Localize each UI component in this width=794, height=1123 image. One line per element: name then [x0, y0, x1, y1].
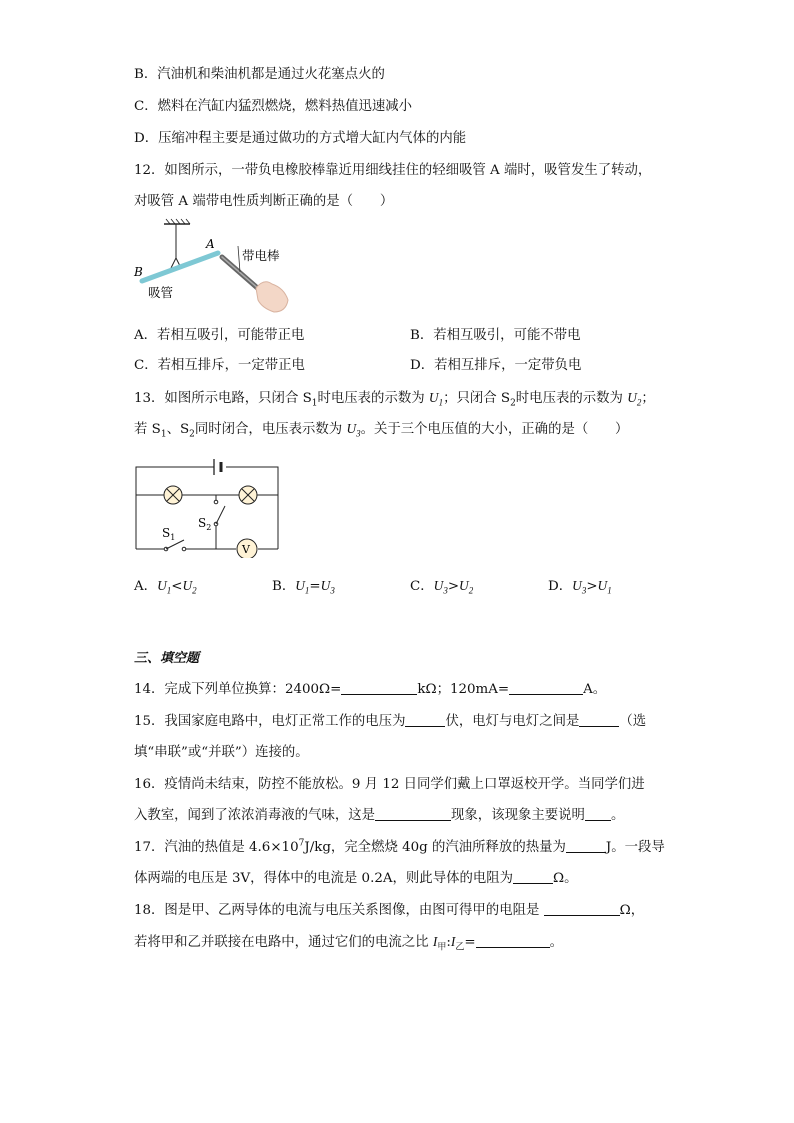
q12-figure-straw-and-rod: [130, 218, 295, 316]
q15-stem-line1: 15．我国家庭电路中，电灯正常工作的电压为 伏，电灯与电灯之间是 （选: [134, 714, 647, 729]
answer-blank[interactable]: [405, 713, 445, 727]
lamp-icon: [239, 486, 257, 504]
answer-blank[interactable]: [476, 934, 550, 948]
q12-option-b: B．若相互吸引，可能不带电: [410, 328, 581, 343]
q16-stem-line1: 16．疫情尚未结束，防控不能放松。9 月 12 日同学们戴上口罩返校开学。当同学们进: [134, 777, 645, 792]
voltmeter-icon: [237, 539, 257, 558]
ceiling-support-icon: [164, 219, 190, 224]
q12-option-d: D．若相互排斥，一定带负电: [410, 358, 582, 373]
q11-option-b: B．汽油机和柴油机都是通过火花塞点火的: [134, 67, 385, 82]
answer-blank[interactable]: [566, 839, 606, 853]
q13-circuit-diagram: [130, 452, 285, 558]
q13-option-d: D．$U_3>U_1$: [548, 578, 612, 596]
q13-stem-line1: 13．如图所示电路，只闭合 $S_1$时电压表的示数为 $U_1$；只闭合 $S_2$时电压表的示数为 $U_2$；: [134, 390, 655, 409]
answer-blank[interactable]: [585, 807, 611, 821]
q13-option-a: A．$U_1<U_2$: [134, 578, 197, 596]
q11-option-c: C．燃料在汽缸内猛烈燃烧，燃料热值迅速减小: [134, 99, 413, 114]
answer-blank[interactable]: [513, 870, 553, 884]
s2-label: $S_2$: [198, 516, 212, 532]
label-b: B: [134, 265, 143, 279]
q12-option-c: C．若相互排斥，一定带正电: [134, 358, 305, 373]
q12-stem-line1: 12．如图所示，一带负电橡胶棒靠近用细线挂住的轻细吸管 A 端时，吸管发生了转动，: [134, 163, 652, 178]
q11-option-d: D．压缩冲程主要是通过做功的方式增大缸内气体的内能: [134, 131, 467, 146]
answer-blank[interactable]: [579, 713, 619, 727]
straw-icon: [142, 253, 218, 281]
straw-label: 吸管: [148, 285, 174, 300]
rod-label: 带电棒: [242, 248, 280, 263]
q16-stem-line2: 入教室，闻到了浓浓消毒液的气味，这是 现象，该现象主要说明 。: [134, 808, 625, 823]
lamp-icon: [164, 486, 182, 504]
switch-s2-icon: [213, 500, 225, 526]
q17-stem-line2: 体两端的电压是 3V，得体中的电流是 0.2A，则此导体的电阻为 Ω。: [134, 871, 578, 886]
q18-stem-line1: 18．图是甲、乙两导体的电流与电压关系图像，由图可得甲的电阻是 Ω，: [134, 903, 645, 918]
q12-stem-line2: 对吸管 A 端带电性质判断正确的是（ ）: [134, 194, 394, 209]
answer-blank[interactable]: [375, 807, 451, 821]
section-heading-fill-in: 三、填空题: [134, 651, 200, 666]
q12-option-a: A．若相互吸引，可能带正电: [134, 328, 305, 343]
q15-stem-line2: 填“串联”或“并联”）连接的。: [134, 745, 309, 760]
q18-stem-line2: 若将甲和乙并联接在电路中，通过它们的电流之比 $I_甲:I_乙=$ 。: [134, 934, 563, 953]
q17-stem-line1: 17．汽油的热值是 $4.6\times 10^7J/kg$，完全燃烧 40g 的汽油所释放的热量为 J。一段导: [134, 838, 665, 855]
svg-text:V: V: [242, 543, 250, 556]
hand-icon: [256, 282, 288, 312]
q13-option-c: C．$U_3>U_2$: [410, 578, 474, 596]
s1-label: $S_1$: [162, 526, 176, 542]
answer-blank[interactable]: [544, 902, 620, 916]
q13-stem-line2: 若 $S_1$、$S_2$同时闭合，电压表示数为 $U_3$。关于三个电压值的大小，正确的是（ ）: [134, 421, 629, 440]
label-a: A: [206, 237, 215, 251]
answer-blank[interactable]: [341, 681, 417, 695]
q13-option-b: B．$U_1=U_3$: [272, 578, 335, 596]
battery-icon: [214, 459, 221, 475]
q14-stem: 14．完成下列单位换算：2400Ω= kΩ；120mA= A。: [134, 682, 607, 697]
answer-blank[interactable]: [509, 681, 583, 695]
